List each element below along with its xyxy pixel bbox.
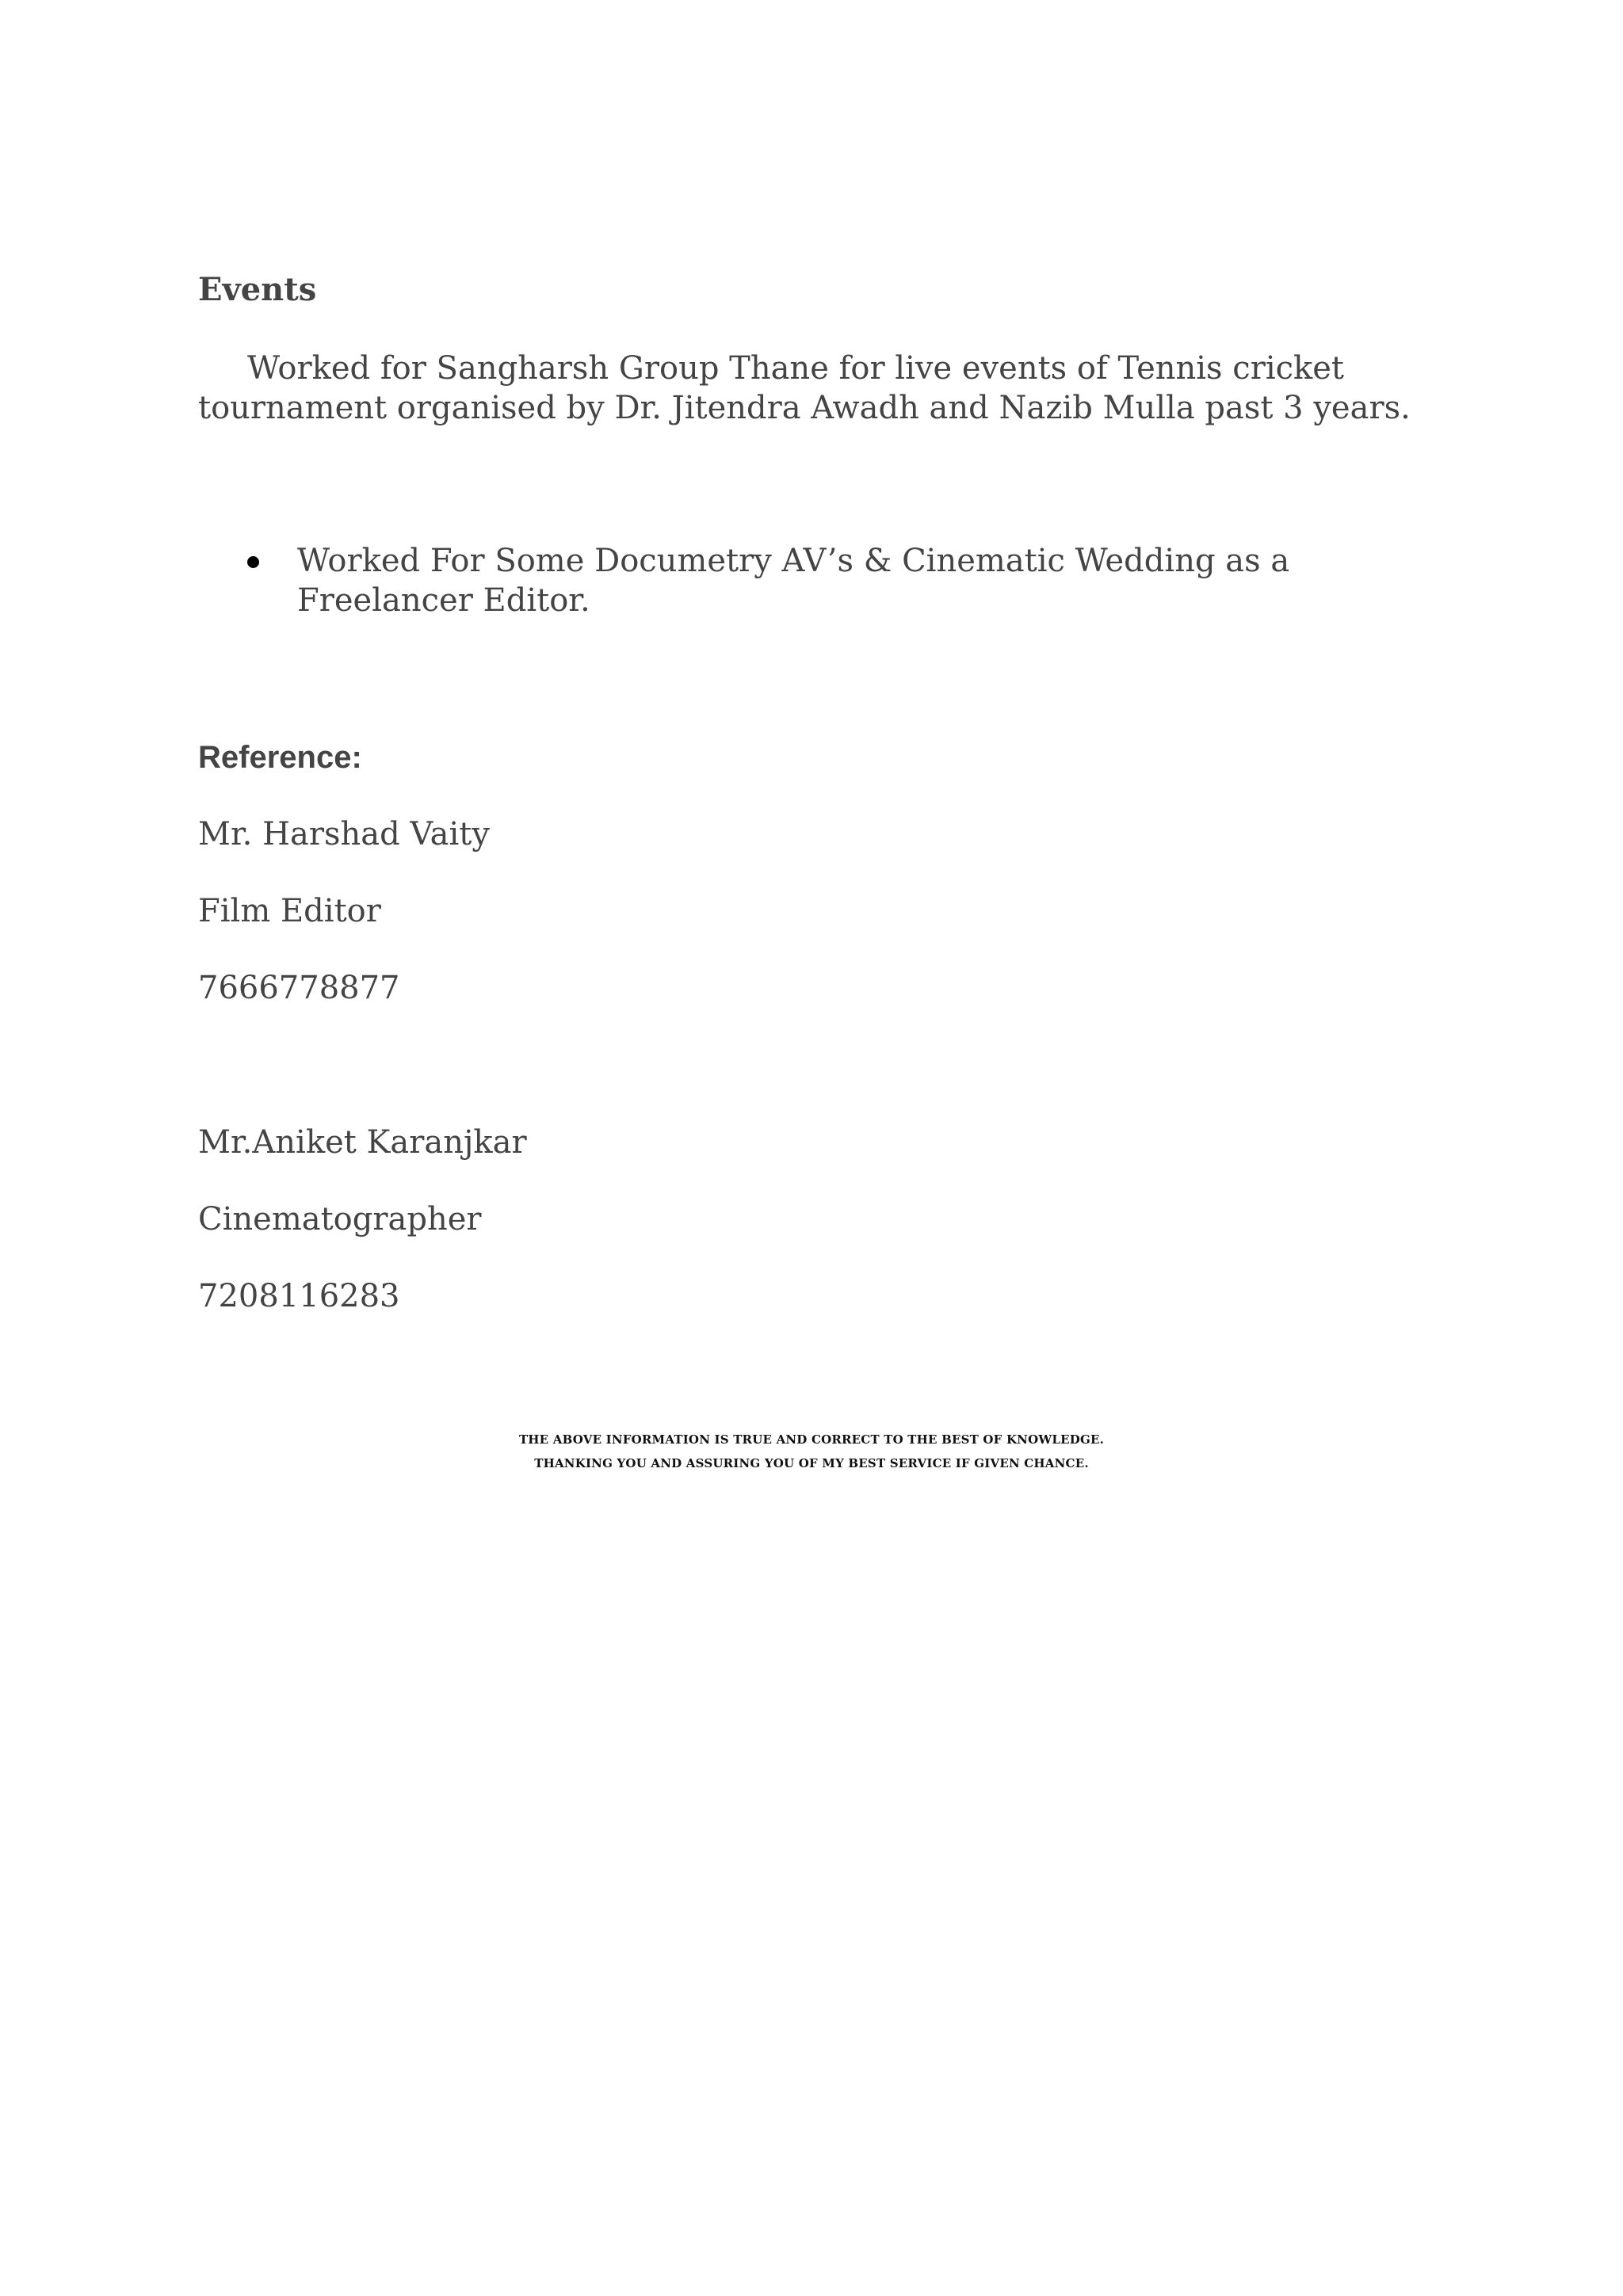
reference-2-phone: 7208116283 [198, 1278, 400, 1314]
reference-2-name: Mr.Aniket Karanjkar [198, 1124, 527, 1161]
bullet-icon [247, 556, 259, 568]
bullet-text: Worked For Some Documetry AV’s & Cinematic Wedding as a Freelancer Editor. [297, 543, 1290, 619]
reference-2-role: Cinematographer [198, 1201, 482, 1238]
reference-1-name: Mr. Harshad Vaity [198, 816, 490, 852]
list-item [198, 541, 1434, 620]
reference-1-role: Film Editor [198, 893, 381, 929]
declaration-line-2: THANKING YOU AND ASSURING YOU OF MY BEST SERVICE IF GIVEN CHANCE. [534, 1456, 1089, 1470]
events-bullet-list [198, 541, 1434, 620]
reference-heading: Reference: [198, 740, 362, 775]
events-heading: Events [198, 271, 317, 308]
declaration-line-1: THE ABOVE INFORMATION IS TRUE AND CORRECT TO THE BEST OF KNOWLEDGE. [518, 1432, 1105, 1447]
reference-1-phone: 7666778877 [198, 970, 400, 1006]
events-paragraph: Worked for Sangharsh Group Thane for live events of Tennis cricket tournament organised by Dr. Jitendra Awadh and Nazib Mulla past 3 years. [198, 350, 1411, 426]
